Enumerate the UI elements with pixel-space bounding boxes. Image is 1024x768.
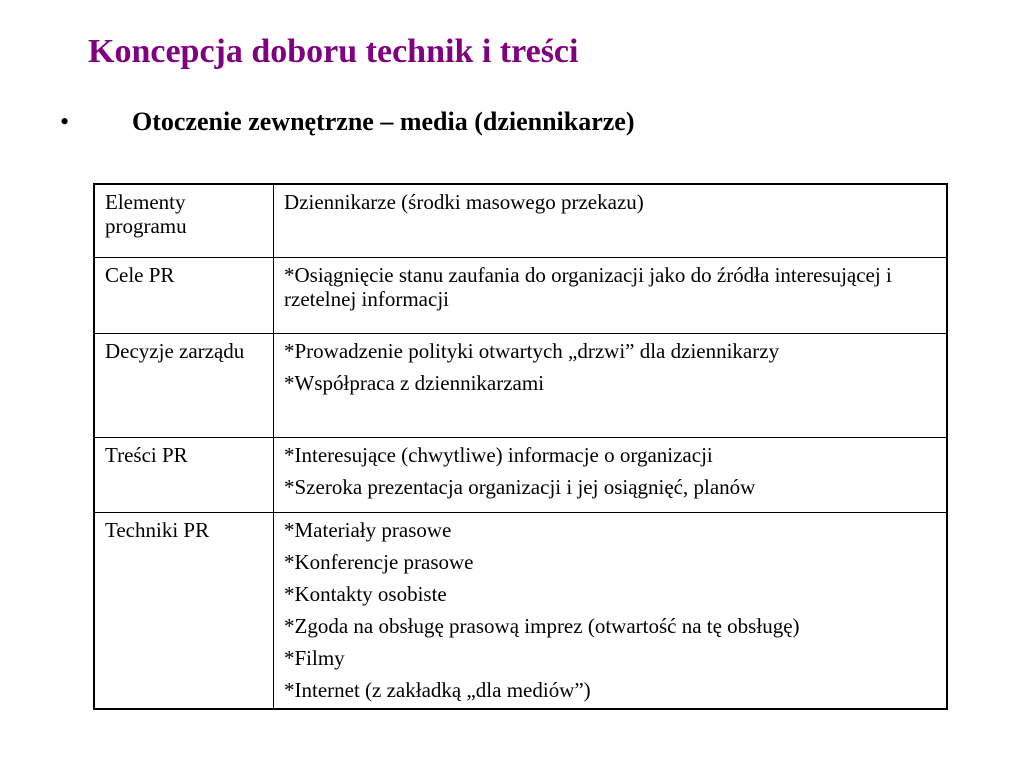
row-line: *Materiały prasowe [284,517,452,542]
table-row [94,333,947,437]
table-row [94,437,947,512]
row-line: *Konferencje prasowe [284,549,474,574]
row-line: *Internet (z zakładką „dla mediów”) [284,677,591,702]
row-label: Elementy programu [94,184,274,257]
table-row [94,257,947,333]
row-line: *Filmy [284,645,345,670]
row-label: Treści PR [94,437,274,512]
row-content [274,437,948,512]
row-line: *Interesujące (chwytliwe) informacje o organizacji [284,442,713,467]
row-content [274,333,948,437]
table-row [94,512,947,709]
row-line: *Kontakty osobiste [284,581,447,606]
program-table [93,183,948,710]
row-line: *Współpraca z dziennikarzami [284,370,545,395]
row-line: *Prowadzenie polityki otwartych „drzwi” dla dziennikarzy [284,338,780,363]
row-content [274,257,948,333]
row-content [274,512,948,709]
row-line: *Osiągnięcie stanu zaufania do organizacji jako do źródła interesującej i rzetelnej informacji [284,262,892,311]
row-line: Dziennikarze (środki masowego przekazu) [284,190,644,214]
row-label: Decyzje zarządu [94,333,274,437]
bullet-icon: • [60,107,70,136]
row-label: Techniki PR [94,512,274,709]
bullet-text: Otoczenie zewnętrzne – media (dziennikarze) [132,107,635,136]
row-content [274,184,948,257]
table-row [94,184,947,257]
row-line: *Szeroka prezentacja organizacji i jej osiągnięć, planów [284,474,756,499]
slide-title: Koncepcja doboru technik i treści [88,33,579,70]
row-label: Cele PR [94,257,274,333]
row-line: *Zgoda na obsługę prasową imprez (otwartość na tę obsługę) [284,613,800,638]
